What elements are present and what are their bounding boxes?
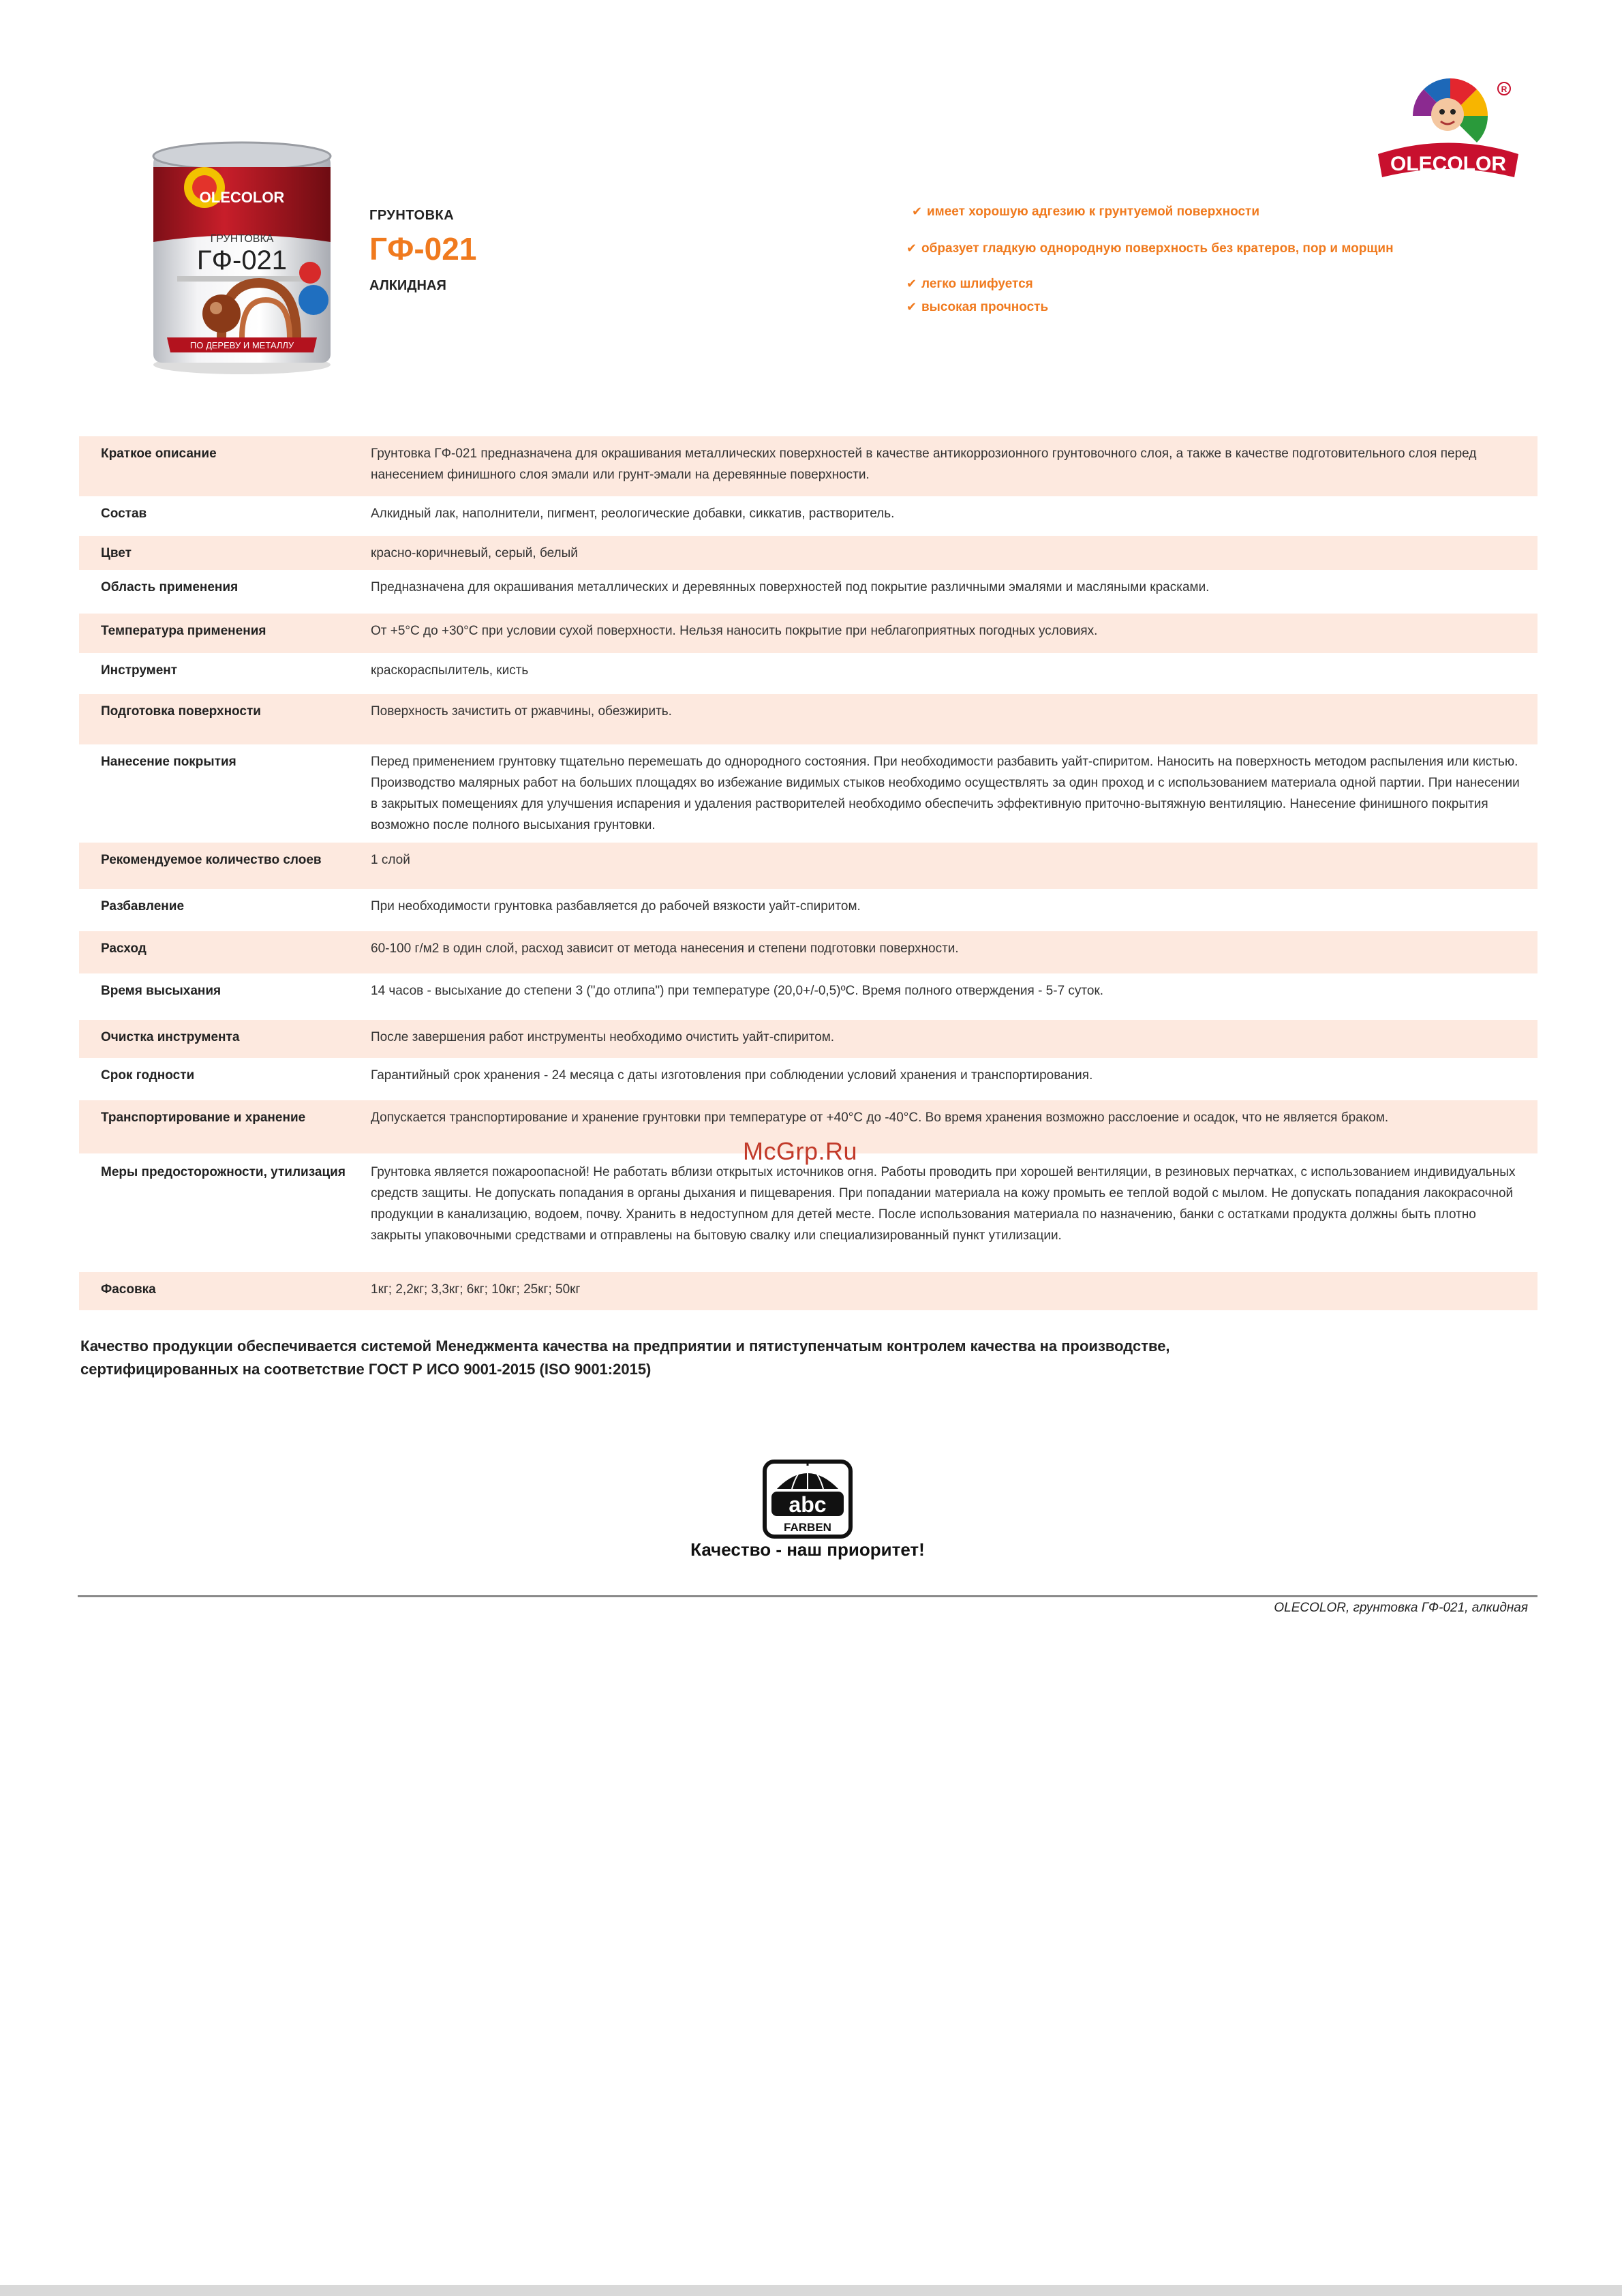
spec-value: Алкидный лак, наполнители, пигмент, реологические добавки, сиккатив, растворитель. <box>371 507 895 521</box>
spec-value: При необходимости грунтовка разбавляется до рабочей вязкости уайт-спиритом. <box>371 899 861 913</box>
spec-value: Поверхность зачистить от ржавчины, обезжирить. <box>371 704 672 719</box>
spec-row <box>79 931 1537 973</box>
spec-label: Состав <box>101 507 147 521</box>
spec-label: Нанесение покрытия <box>101 755 236 769</box>
spec-value: Перед применением грунтовку тщательно перемешать до однородного состояния. При необходимости разбавить уайт-спиритом. Наносить на поверхность методом распыления или кистью. Производство малярных работ на больших площадях во избежание видимых стыков необходимо осуществлять за один проход и с использованием материала одной партии. При нанесении в закрытых помещениях для улучшения испарения и удаления растворителей необходимо обеспечить эффективную приточно-вытяжную вентиляцию. Нанесение финишного покрытия возможно после полного высыхания грунтовки. <box>371 755 1520 832</box>
spec-value: Предназначена для окрашивания металлических и деревянных поверхностей под покрытие различными эмалями и масляными красками. <box>371 580 1210 594</box>
product-name: ГФ-021 <box>369 231 477 267</box>
spec-label: Время высыхания <box>101 984 221 998</box>
spec-label: Краткое описание <box>101 447 217 461</box>
abc-logo-bottom: FARBEN <box>784 1521 831 1534</box>
spec-value: 60-100 г/м2 в один слой, расход зависит от метода нанесения и степени подготовки поверхности. <box>371 941 959 956</box>
spec-row <box>79 570 1537 611</box>
spec-label: Рекомендуемое количество слоев <box>101 853 322 867</box>
spec-value: Допускается транспортирование и хранение грунтовки при температуре от +40°С до -40°С. Во время хранения возможно расслоение и осадок, что не является браком. <box>371 1111 1389 1125</box>
spec-row <box>79 496 1537 530</box>
spec-label: Очистка инструмента <box>101 1030 240 1044</box>
feature-item: ✔ имеет хорошую адгезию к грунтуемой поверхности <box>912 205 1260 219</box>
spec-value: Гарантийный срок хранения - 24 месяца с даты изготовления при соблюдении условий хранения и транспортирования. <box>371 1068 1093 1083</box>
spec-row <box>79 614 1537 653</box>
spec-value: 1 слой <box>371 853 410 867</box>
check-icon: ✔ <box>906 277 917 290</box>
feature-item: ✔ высокая прочность <box>906 300 1049 314</box>
tagline: Качество - наш приоритет! <box>690 1539 925 1560</box>
footer-note: OLECOLOR, грунтовка ГФ-021, алкидная <box>1274 1601 1528 1615</box>
watermark: McGrp.Ru <box>743 1137 858 1165</box>
spec-row <box>79 744 1537 840</box>
spec-label: Инструмент <box>101 663 178 678</box>
spec-row <box>79 436 1537 496</box>
spec-label: Меры предосторожности, утилизация <box>101 1165 346 1179</box>
spec-label: Область применения <box>101 580 239 594</box>
spec-row <box>79 694 1537 744</box>
abc-logo-top: abc <box>789 1492 827 1517</box>
feature-item: ✔ образует гладкую однородную поверхность без кратеров, пор и морщин <box>906 241 1394 256</box>
can-name-text: ГФ-021 <box>196 245 288 275</box>
spec-row <box>79 1272 1537 1310</box>
spec-value: красно-коричневый, серый, белый <box>371 546 578 560</box>
spec-row <box>79 1058 1537 1098</box>
abc-farben-logo <box>762 1459 853 1539</box>
check-icon: ✔ <box>912 205 923 218</box>
spec-label: Расход <box>101 941 147 956</box>
spec-row <box>79 653 1537 693</box>
brand-logo-text: OLECOLOR <box>1390 153 1506 175</box>
spec-label: Фасовка <box>101 1282 156 1297</box>
can-band-text: ПО ДЕРЕВУ И МЕТАЛЛУ <box>189 340 294 350</box>
svg-text:R: R <box>1501 85 1508 94</box>
spec-label: Срок годности <box>101 1068 195 1083</box>
check-icon: ✔ <box>906 300 917 314</box>
spec-row <box>79 843 1537 889</box>
check-icon: ✔ <box>906 241 917 255</box>
olecolor-logo <box>1370 74 1527 183</box>
spec-label: Подготовка поверхности <box>101 704 261 719</box>
bottom-band <box>0 2285 1622 2296</box>
footer-divider <box>78 1595 1537 1597</box>
spec-label: Температура применения <box>101 624 266 638</box>
spec-value: 1кг; 2,2кг; 3,3кг; 6кг; 10кг; 25кг; 50кг <box>371 1282 581 1297</box>
spec-value: Грунтовка ГФ-021 предназначена для окрашивания металлических поверхностей в качестве антикоррозионного грунтовочного слоя, а также в качестве подготовительного слоя перед нанесением финишного слоя эмали или грунт-эмали на деревянные поверхности. <box>371 447 1477 482</box>
product-type-label: ГРУНТОВКА <box>369 208 455 223</box>
can-type-text: ГРУНТОВКА <box>210 233 274 245</box>
spec-row <box>79 889 1537 930</box>
spec-row <box>79 973 1537 1017</box>
spec-label: Цвет <box>101 546 132 560</box>
spec-value: краскораспылитель, кисть <box>371 663 529 678</box>
spec-row <box>79 1155 1537 1267</box>
product-can-image <box>140 140 344 378</box>
spec-row <box>79 1020 1537 1058</box>
quality-statement: Качество продукции обеспечивается системой Менеджмента качества на предприятии и пятиступенчатым контролем качества на производстве, сертифицированных на соответствие ГОСТ Р ИСО 9001-2015 (ISO 9001:2015) <box>80 1338 1170 1378</box>
feature-item: ✔ легко шлифуется <box>906 277 1033 291</box>
spec-value: 14 часов - высыхание до степени 3 ("до отлипа") при температуре (20,0+/-0,5)ºС. Время полного отверждения - 5-7 суток. <box>371 984 1104 998</box>
spec-label: Транспортирование и хранение <box>101 1111 306 1125</box>
spec-value: Грунтовка является пожароопасной! Не работать вблизи открытых источников огня. Работы проводить при хорошей вентиляции, в резиновых перчатках, с использованием индивидуальных средств защиты. Не допускать попадания в органы дыхания и пищеварения. При попадании материала на кожу промыть ее теплой водой с мылом. Не допускать попадания лакокрасочной продукции в канализацию, водоем, почву. Хранить в недоступном для детей месте. После использования материала по назначению, банки с остатками продукта должны быть плотно закрыты упаковочными средствами и отправлены на бытовую свалку или специализированный пункт утилизации. <box>371 1165 1516 1243</box>
product-base-label: АЛКИДНАЯ <box>369 278 446 293</box>
spec-row <box>79 536 1537 570</box>
can-brand-text: OLECOLOR <box>199 189 285 206</box>
spec-value: После завершения работ инструменты необходимо очистить уайт-спиритом. <box>371 1030 835 1044</box>
spec-label: Разбавление <box>101 899 185 913</box>
spec-value: От +5°С до +30°С при условии сухой поверхности. Нельзя наносить покрытие при неблагоприятных погодных условиях. <box>371 624 1098 638</box>
